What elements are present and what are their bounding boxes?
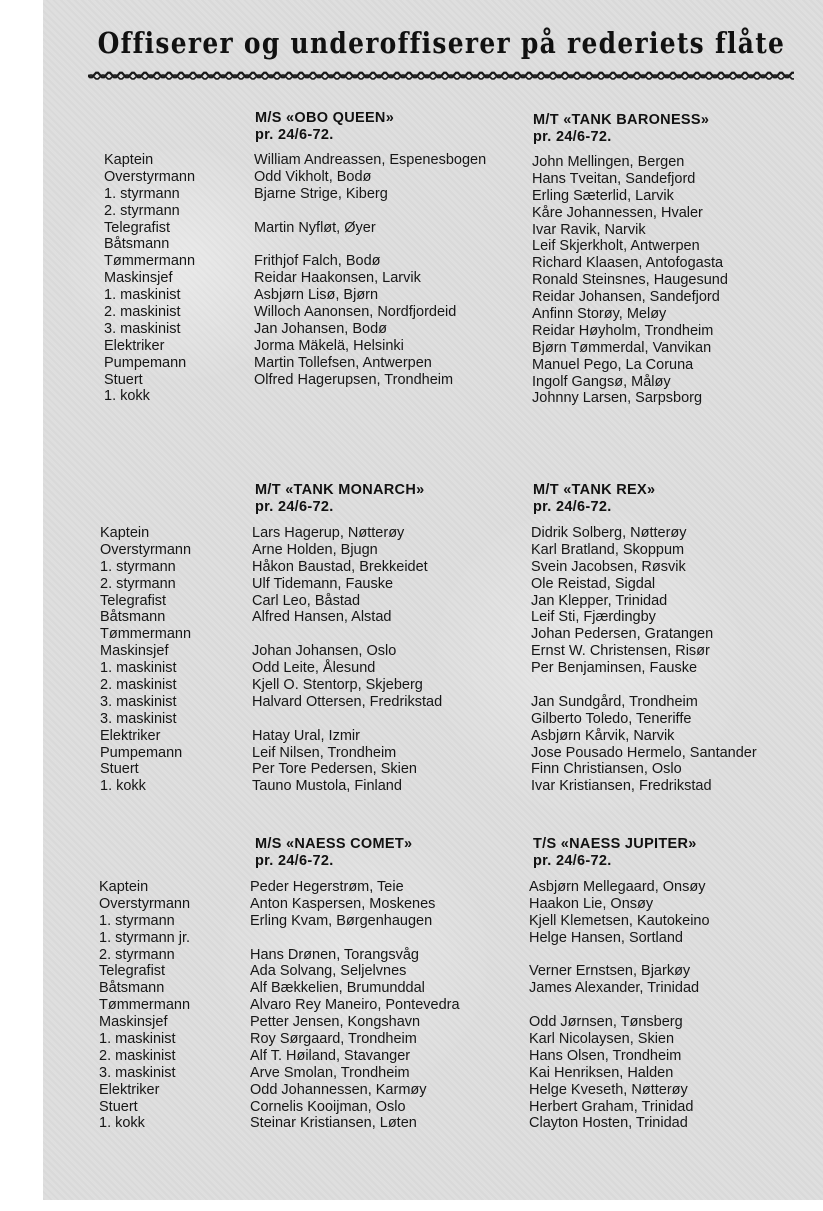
crew-member: Jose Pousado Hermelo, Santander [531, 744, 757, 761]
crew-member: Willoch Aanonsen, Nordfjordeid [254, 304, 457, 321]
role-label: Kaptein [100, 525, 150, 541]
role-label: Tømmermann [99, 997, 191, 1014]
ship-name: M/T «TANK MONARCH» [255, 482, 425, 498]
crew-member [252, 711, 442, 728]
role-label: Elektriker [99, 1081, 160, 1098]
crew-member: Asbjørn Lisø, Bjørn [254, 287, 379, 304]
crew-member: Alf T. Høiland, Stavanger [250, 1047, 411, 1064]
role-label: Overstyrmann [100, 541, 192, 558]
crew-member: Erling Sæterlid, Larvik [532, 187, 674, 204]
role-label: 1. styrmann jr. [99, 929, 191, 946]
crew-member: Reidar Johansen, Sandefjord [532, 289, 720, 306]
crew-list-obo-queen [254, 152, 486, 405]
crew-member: Finn Christiansen, Oslo [531, 761, 682, 778]
role-label: Båtsmann [99, 980, 165, 997]
role-label: 2. maskinist [99, 1047, 176, 1064]
crew-member: Per Tore Pedersen, Skien [252, 761, 417, 778]
ship-date: pr. 24/6-72. [533, 129, 612, 145]
crew-member: Kåre Johannessen, Hvaler [532, 204, 703, 221]
role-label: 1. kokk [100, 778, 146, 795]
crew-member: Olfred Hagerupsen, Trondheim [254, 371, 454, 388]
crew-member: Kjell O. Stentorp, Skjeberg [252, 677, 423, 694]
crew-member: Bjarne Strige, Kiberg [254, 185, 388, 202]
ship-name: M/T «TANK BARONESS» [533, 112, 710, 128]
crew-member: Svein Jacobsen, Røsvik [531, 558, 686, 575]
role-label: 2. styrmann [100, 575, 176, 592]
crew-member: Kjell Klemetsen, Kautokeino [529, 912, 710, 929]
crew-member: Gilberto Toledo, Teneriffe [531, 710, 692, 727]
role-label: 3. maskinist [100, 710, 177, 727]
role-label: 2. styrmann [104, 202, 180, 219]
role-label: 1. kokk [104, 388, 150, 405]
crew-member: Helge Kveseth, Nøtterøy [529, 1081, 688, 1098]
crew-member: Tauno Mustola, Finland [252, 778, 402, 795]
ship-name: M/T «TANK REX» [533, 482, 656, 498]
crew-member: Didrik Solberg, Nøtterøy [531, 525, 687, 541]
ship-date: pr. 24/6-72. [255, 499, 334, 515]
roles-list [100, 525, 191, 795]
crew-member [529, 947, 710, 964]
crew-member: Cornelis Kooijman, Oslo [250, 1098, 406, 1115]
crew-list-naess-comet [250, 879, 460, 1132]
crew-member [254, 388, 486, 405]
crew-member: Odd Jørnsen, Tønsberg [529, 1014, 683, 1031]
crew-member: Ivar Ravik, Narvik [532, 221, 646, 238]
crew-member: Odd Leite, Ålesund [252, 660, 376, 677]
crew-member: Johan Pedersen, Gratangen [531, 626, 714, 643]
crew-member: Odd Johannessen, Karmøy [250, 1081, 427, 1098]
crew-member: Jan Klepper, Trinidad [531, 592, 668, 609]
crew-member: Leif Skjerkholt, Antwerpen [532, 238, 700, 255]
crew-member: Halvard Ottersen, Fredrikstad [252, 693, 443, 710]
crew-member: Jorma Mäkelä, Helsinki [254, 337, 404, 354]
crew-member: Alfred Hansen, Alstad [252, 609, 392, 626]
ship-date: pr. 24/6-72. [533, 499, 612, 515]
crew-member: Odd Vikholt, Bodø [254, 168, 372, 185]
role-label: Maskinsjef [99, 1014, 168, 1031]
crew-member [252, 626, 442, 643]
crew-member: Reidar Haakonsen, Larvik [254, 270, 421, 287]
crew-member: Haakon Lie, Onsøy [529, 895, 654, 912]
crew-list-tank-rex [531, 525, 757, 795]
crew-member: Lars Hagerup, Nøtterøy [252, 525, 405, 541]
role-label: Stuert [100, 761, 139, 778]
crew-member: Anton Kaspersen, Moskenes [250, 895, 436, 912]
crew-member: William Andreassen, Espenesbogen [254, 152, 487, 168]
crew-member: Jan Johansen, Bodø [254, 320, 388, 337]
role-label: 1. maskinist [99, 1031, 176, 1048]
role-label: 2. styrmann [99, 946, 175, 963]
crew-member: Leif Nilsen, Trondheim [252, 744, 397, 761]
crew-member: Verner Ernstsen, Bjarkøy [529, 963, 691, 980]
crew-member: Carl Leo, Båstad [252, 592, 361, 609]
role-label: Overstyrmann [104, 168, 196, 185]
crew-list-tank-monarch [252, 525, 442, 795]
role-label: Båtsmann [104, 236, 170, 253]
role-label: Kaptein [104, 152, 154, 168]
crew-member: Per Benjaminsen, Fauske [531, 660, 698, 677]
crew-member: Helge Hansen, Sortland [529, 929, 683, 946]
crew-member: Ronald Steinsnes, Haugesund [532, 272, 728, 289]
crew-member: Erling Kvam, Børgenhaugen [250, 912, 433, 929]
crew-member: Clayton Hosten, Trinidad [529, 1115, 688, 1132]
crew-member: Asbjørn Kårvik, Narvik [531, 727, 675, 744]
crew-member: Manuel Pego, La Coruna [532, 356, 694, 373]
crew-member: Karl Nicolaysen, Skien [529, 1031, 675, 1048]
crew-member: Alvaro Rey Maneiro, Pontevedra [250, 997, 460, 1014]
role-label: Maskinsjef [100, 643, 169, 660]
role-label: Pumpemann [104, 354, 187, 371]
crew-member [250, 930, 460, 947]
page-title: Offiserer og underoffiserer på rederiets flåte [97, 26, 786, 60]
role-label: 1. maskinist [100, 660, 177, 677]
role-label: Kaptein [99, 879, 149, 895]
crew-member: Asbjørn Mellegaard, Onsøy [529, 879, 706, 895]
crew-member: Karl Bratland, Skoppum [531, 541, 685, 558]
crew-member: Jan Sundgård, Trondheim [531, 693, 698, 710]
crew-member: Ingolf Gangsø, Måløy [532, 373, 671, 390]
role-label: Telegrafist [99, 963, 166, 980]
crew-member: Kai Henriksen, Halden [529, 1064, 674, 1081]
crew-member: Frithjof Falch, Bodø [254, 253, 381, 270]
ship-name: M/S «NAESS COMET» [255, 836, 413, 852]
role-label: Tømmermann [104, 253, 196, 270]
crew-member: Ole Reistad, Sigdal [531, 575, 656, 592]
crew-member: Anfinn Storøy, Meløy [532, 306, 667, 323]
role-label: Stuert [99, 1098, 138, 1115]
role-label: 2. maskinist [100, 677, 177, 694]
ship-date: pr. 24/6-72. [255, 853, 334, 869]
role-label: 3. maskinist [104, 320, 181, 337]
role-label: 3. maskinist [99, 1064, 176, 1081]
role-label: Elektriker [104, 337, 165, 354]
crew-member: Richard Klaasen, Antofogasta [532, 255, 724, 272]
crew-member: Ivar Kristiansen, Fredrikstad [531, 778, 712, 795]
crew-member [254, 203, 486, 220]
ship-name: T/S «NAESS JUPITER» [533, 836, 697, 852]
role-label: 3. maskinist [100, 693, 177, 710]
role-label: Telegrafist [100, 592, 167, 609]
title-wavy-underline [88, 70, 794, 82]
role-label: Stuert [104, 371, 143, 388]
ship-name: M/S «OBO QUEEN» [255, 110, 395, 126]
role-label: Telegrafist [104, 219, 171, 236]
role-label: 1. styrmann [100, 558, 176, 575]
role-label: Tømmermann [100, 626, 192, 643]
crew-member: Håkon Baustad, Brekkeidet [252, 558, 428, 575]
crew-member: Johan Johansen, Oslo [252, 643, 397, 660]
crew-member: Martin Tollefsen, Antwerpen [254, 354, 432, 371]
crew-member: Johnny Larsen, Sarpsborg [532, 390, 703, 407]
crew-member: Hans Olsen, Trondheim [529, 1047, 682, 1064]
role-label: 1. styrmann [104, 185, 180, 202]
crew-member [529, 997, 710, 1014]
role-label: 2. maskinist [104, 304, 181, 321]
roles-list [104, 152, 195, 405]
crew-list-tank-baroness [532, 154, 728, 407]
crew-member: Arne Holden, Bjugn [252, 541, 378, 558]
crew-list-naess-jupiter [529, 879, 710, 1132]
crew-member [254, 236, 486, 253]
crew-member: Reidar Høyholm, Trondheim [532, 322, 714, 339]
role-label: 1. maskinist [104, 287, 181, 304]
crew-member: Ada Solvang, Seljelvnes [250, 963, 407, 980]
role-label: Elektriker [100, 727, 161, 744]
crew-member: Steinar Kristiansen, Løten [250, 1115, 417, 1132]
role-label: 1. kokk [99, 1115, 145, 1132]
crew-member: Hatay Ural, Izmir [252, 727, 360, 744]
crew-member: Arve Smolan, Trondheim [250, 1064, 410, 1081]
roles-list [99, 879, 190, 1132]
crew-member: Hans Tveitan, Sandefjord [532, 170, 696, 187]
crew-member [531, 677, 757, 694]
role-label: 1. styrmann [99, 912, 175, 929]
crew-member: Ulf Tidemann, Fauske [252, 575, 394, 592]
crew-member: James Alexander, Trinidad [529, 980, 700, 997]
crew-member: Peder Hegerstrøm, Teie [250, 879, 404, 895]
crew-member: Leif Sti, Fjærdingby [531, 609, 656, 626]
ship-date: pr. 24/6-72. [533, 853, 612, 869]
role-label: Pumpemann [100, 744, 183, 761]
crew-member: Hans Drønen, Torangsvåg [250, 946, 419, 963]
crew-member: Herbert Graham, Trinidad [529, 1098, 694, 1115]
crew-member: Alf Bækkelien, Brumunddal [250, 980, 425, 997]
ship-date: pr. 24/6-72. [255, 127, 334, 143]
crew-member: Roy Sørgaard, Trondheim [250, 1031, 417, 1048]
crew-member: John Mellingen, Bergen [532, 154, 685, 170]
crew-member: Ernst W. Christensen, Risør [531, 643, 710, 660]
role-label: Overstyrmann [99, 895, 191, 912]
role-label: Båtsmann [100, 609, 166, 626]
crew-member: Martin Nyfløt, Øyer [254, 219, 376, 236]
crew-member: Petter Jensen, Kongshavn [250, 1014, 421, 1031]
role-label: Maskinsjef [104, 270, 173, 287]
crew-member: Bjørn Tømmerdal, Vanvikan [532, 339, 712, 356]
